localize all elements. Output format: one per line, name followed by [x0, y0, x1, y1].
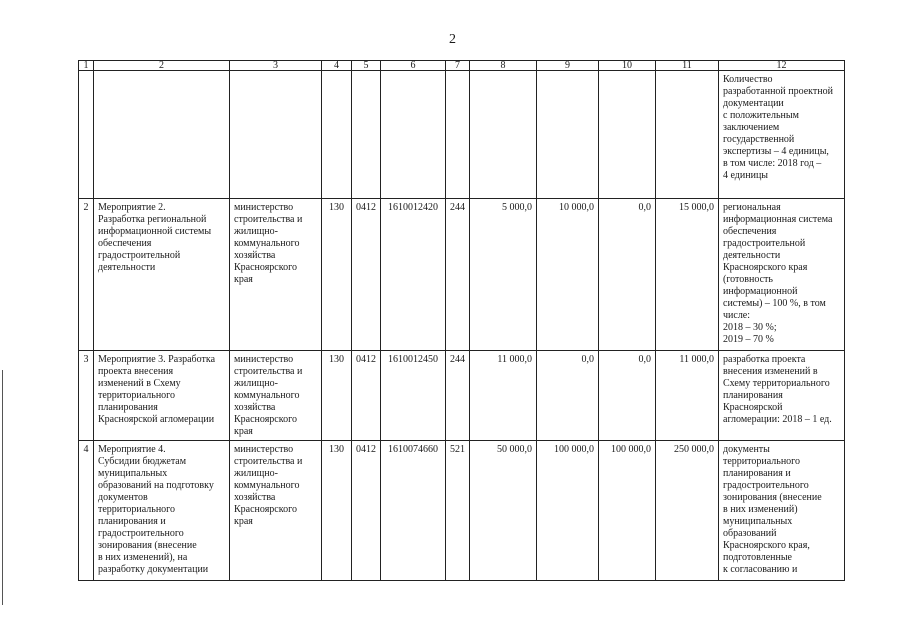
measure-cell: Мероприятие 2. Разработка региональной информационной системы обеспечения градостроительной деятельности — [94, 199, 230, 351]
amount-2019: 10 000,0 — [537, 199, 599, 351]
col-num: 12 — [719, 61, 845, 71]
csr-cell: 1610012450 — [381, 351, 446, 441]
executor-cell: министерство строительства и жилищно- коммунального хозяйства Красноярского края — [230, 351, 322, 441]
executor-cell — [230, 71, 322, 199]
measure-cell: Мероприятие 3. Разработка проекта внесения изменений в Схему территориального планирования Красноярской агломерации — [94, 351, 230, 441]
grbs-cell: 130 — [322, 441, 352, 581]
amount-2019: 100 000,0 — [537, 441, 599, 581]
table-row — [79, 441, 845, 581]
col-num: 6 — [381, 61, 446, 71]
col-num: 4 — [322, 61, 352, 71]
amount-total: 11 000,0 — [656, 351, 719, 441]
amount-total: 250 000,0 — [656, 441, 719, 581]
measure-cell: Мероприятие 4. Субсидии бюджетам муниципальных образований на подготовку документов территориального планирования и градостроительного зонирования (внесение в них изменений), на разработку документации — [94, 441, 230, 581]
col-num: 8 — [470, 61, 537, 71]
csr-cell: 1610074660 — [381, 441, 446, 581]
rzpr-cell: 0412 — [352, 199, 381, 351]
col-num: 9 — [537, 61, 599, 71]
grbs-cell: 130 — [322, 199, 352, 351]
measure-cell — [94, 71, 230, 199]
amount-2018 — [470, 71, 537, 199]
csr-cell: 1610012420 — [381, 199, 446, 351]
csr-cell — [381, 71, 446, 199]
rzpr-cell: 0412 — [352, 351, 381, 441]
amount-2019: 0,0 — [537, 351, 599, 441]
rzpr-cell — [352, 71, 381, 199]
amount-2020 — [599, 71, 656, 199]
col-num: 3 — [230, 61, 322, 71]
row-number: 4 — [79, 441, 94, 581]
vr-cell: 521 — [446, 441, 470, 581]
vr-cell — [446, 71, 470, 199]
col-num: 10 — [599, 61, 656, 71]
executor-cell: министерство строительства и жилищно- коммунального хозяйства Красноярского края — [230, 199, 322, 351]
grbs-cell: 130 — [322, 351, 352, 441]
margin-line — [2, 370, 3, 605]
table-row — [79, 199, 845, 351]
col-num: 11 — [656, 61, 719, 71]
amount-2018: 5 000,0 — [470, 199, 537, 351]
row-number: 2 — [79, 199, 94, 351]
amount-total: 15 000,0 — [656, 199, 719, 351]
col-num: 7 — [446, 61, 470, 71]
result-cell: региональная информационная система обеспечения градостроительной деятельности Красноярского края (готовность информационной системы) – 100 %, в том числе: 2018 – 30 %; 2019 – 70 % — [719, 199, 845, 351]
amount-total — [656, 71, 719, 199]
amount-2018: 50 000,0 — [470, 441, 537, 581]
table-row — [79, 71, 845, 199]
vr-cell: 244 — [446, 199, 470, 351]
amount-2020: 100 000,0 — [599, 441, 656, 581]
row-number — [79, 71, 94, 199]
amount-2020: 0,0 — [599, 351, 656, 441]
col-num: 5 — [352, 61, 381, 71]
row-number: 3 — [79, 351, 94, 441]
rzpr-cell: 0412 — [352, 441, 381, 581]
result-cell: Количество разработанной проектной документации с положительным заключением государственной экспертизы – 4 единицы, в том числе: 2018 год – 4 единицы — [719, 71, 845, 199]
amount-2020: 0,0 — [599, 199, 656, 351]
executor-cell: министерство строительства и жилищно- коммунального хозяйства Красноярского края — [230, 441, 322, 581]
col-num: 1 — [79, 61, 94, 71]
amount-2018: 11 000,0 — [470, 351, 537, 441]
column-number-row — [79, 61, 845, 71]
table-row — [79, 351, 845, 441]
result-cell: разработка проекта внесения изменений в Схему территориального планирования Красноярской агломерации: 2018 – 1 ед. — [719, 351, 845, 441]
grbs-cell — [322, 71, 352, 199]
amount-2019 — [537, 71, 599, 199]
page-number: 2 — [449, 32, 456, 47]
program-table — [78, 60, 845, 581]
vr-cell: 244 — [446, 351, 470, 441]
result-cell: документы территориального планирования и градостроительного зонирования (внесение в них изменений) муниципальных образований Красноярского края, подготовленные к согласованию и — [719, 441, 845, 581]
col-num: 2 — [94, 61, 230, 71]
